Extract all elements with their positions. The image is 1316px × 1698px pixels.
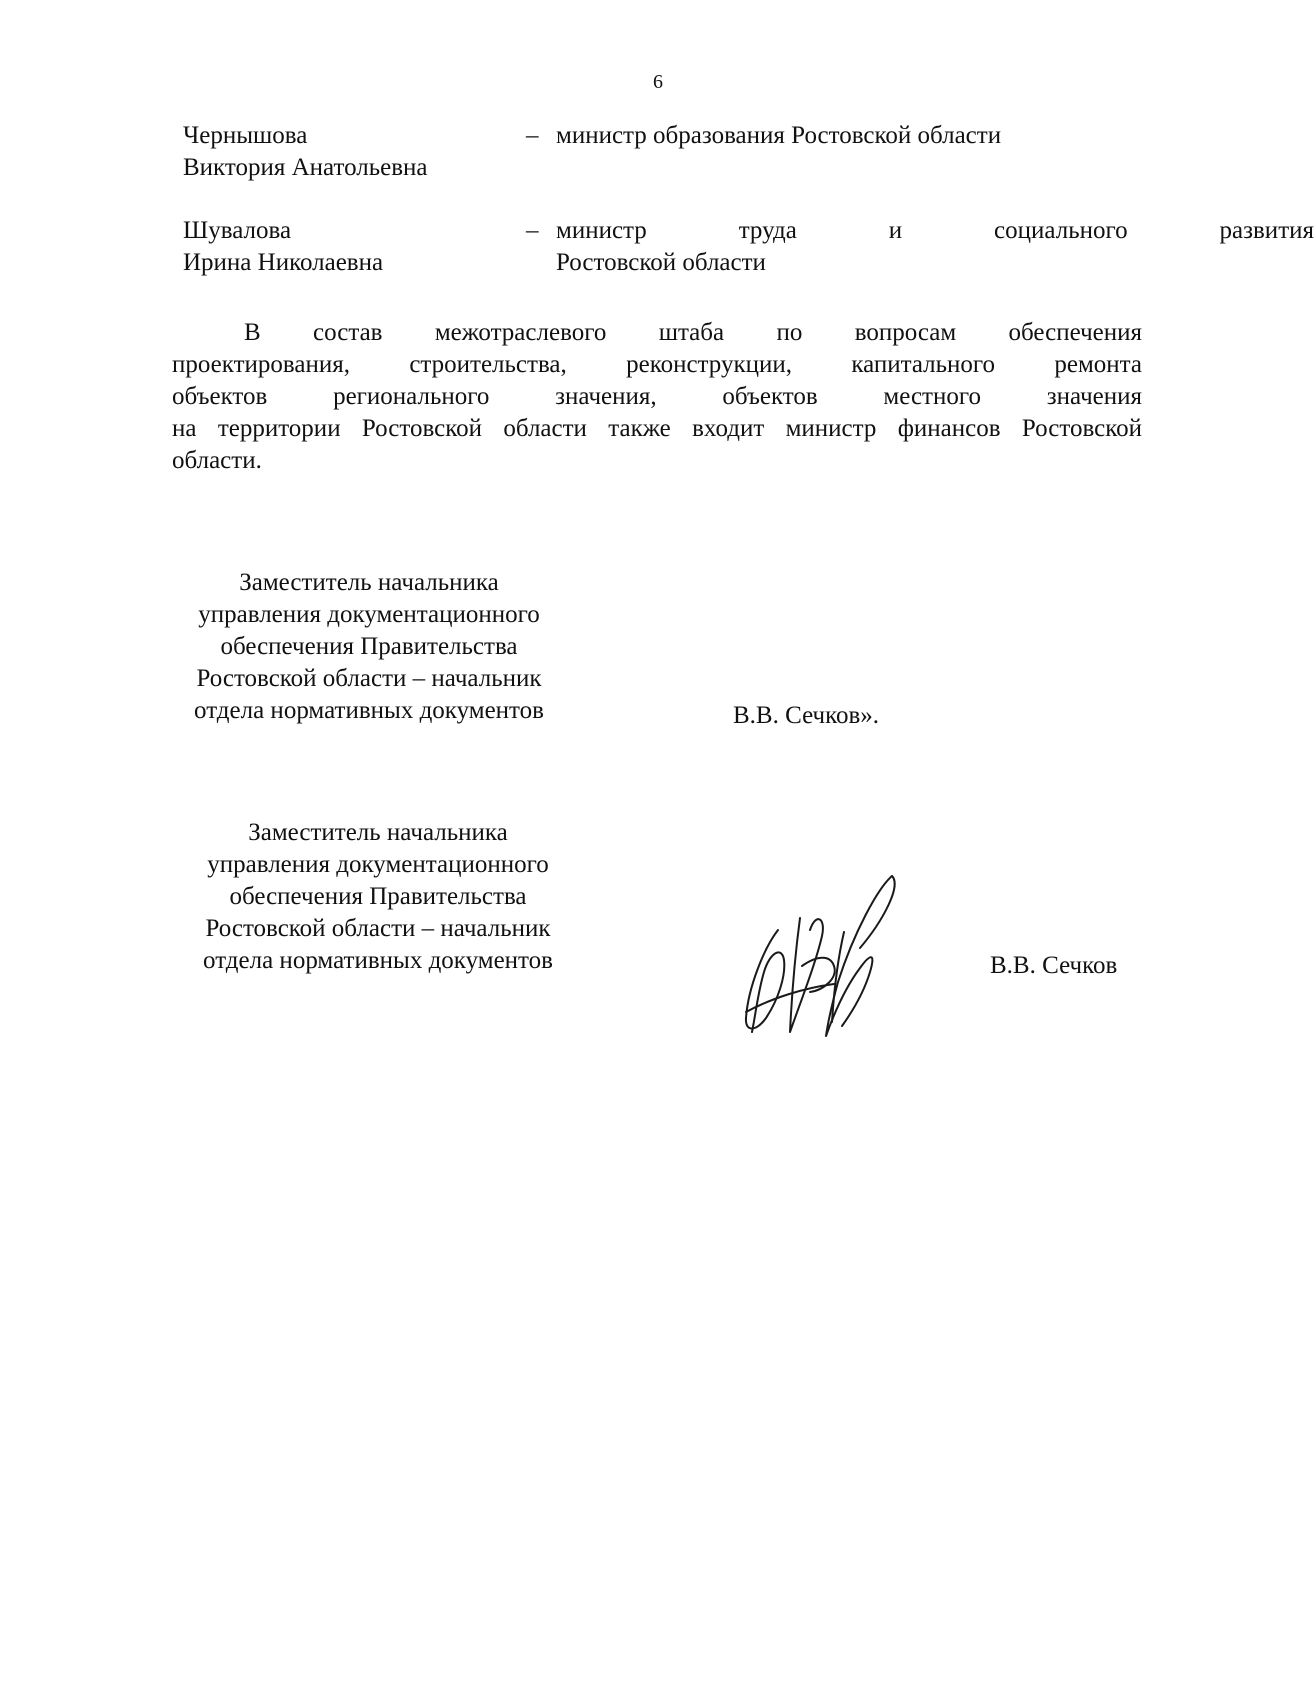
handwritten-signature: [742, 872, 902, 1038]
member-name: [183, 120, 513, 184]
signatory-title-line: обеспечения Правительства: [220, 633, 518, 660]
member-position-line: министр труда и социального развития: [556, 217, 1314, 244]
member-surname: Шувалова: [183, 217, 292, 244]
body-paragraph: [172, 317, 1142, 477]
member-position-line: министр образования Ростовской области: [556, 122, 1002, 149]
dash-separator: –: [526, 217, 539, 244]
member-position-line: Ростовской области: [556, 249, 766, 276]
signatory-title-line: Заместитель начальника: [239, 569, 499, 596]
paragraph-line: на территории Ростовской области также входит министр финансов Ростовской: [172, 415, 1142, 442]
signatory-title-line: Заместитель начальника: [248, 819, 508, 846]
paragraph-line: проектирования, строительства, реконструкции, капитального ремонта: [172, 351, 1142, 378]
signatory-name: В.В. Сечков».: [733, 702, 880, 729]
signatory-title: [164, 567, 574, 727]
member-entry: [183, 215, 1314, 279]
page-number: 6: [653, 71, 663, 93]
signatory-title-line: управления документационного: [207, 851, 549, 878]
member-name: [183, 215, 513, 279]
signatory-title-line: Ростовской области – начальник: [205, 915, 551, 942]
member-position: [556, 215, 1314, 279]
signatory-title-line: управления документационного: [198, 601, 540, 628]
dash-separator: –: [526, 122, 539, 149]
member-surname: Чернышова: [183, 122, 308, 149]
signatory-title-line: Ростовской области – начальник: [196, 665, 542, 692]
paragraph-line: области.: [172, 447, 262, 474]
signatory-title-line: обеспечения Правительства: [229, 883, 527, 910]
paragraph-line: В состав межотраслевого штаба по вопросам обеспечения: [244, 319, 1142, 346]
member-position: [556, 120, 1314, 152]
signatory-name: В.В. Сечков: [990, 952, 1118, 979]
signatory-title: [173, 817, 583, 977]
signatory-title-line: отдела нормативных документов: [194, 697, 544, 724]
member-entry: [183, 120, 1183, 184]
member-given-names: Ирина Николаевна: [183, 249, 384, 276]
signatory-title-line: отдела нормативных документов: [203, 947, 553, 974]
paragraph-line: объектов регионального значения, объектов местного значения: [172, 383, 1142, 410]
member-given-names: Виктория Анатольевна: [183, 154, 428, 181]
